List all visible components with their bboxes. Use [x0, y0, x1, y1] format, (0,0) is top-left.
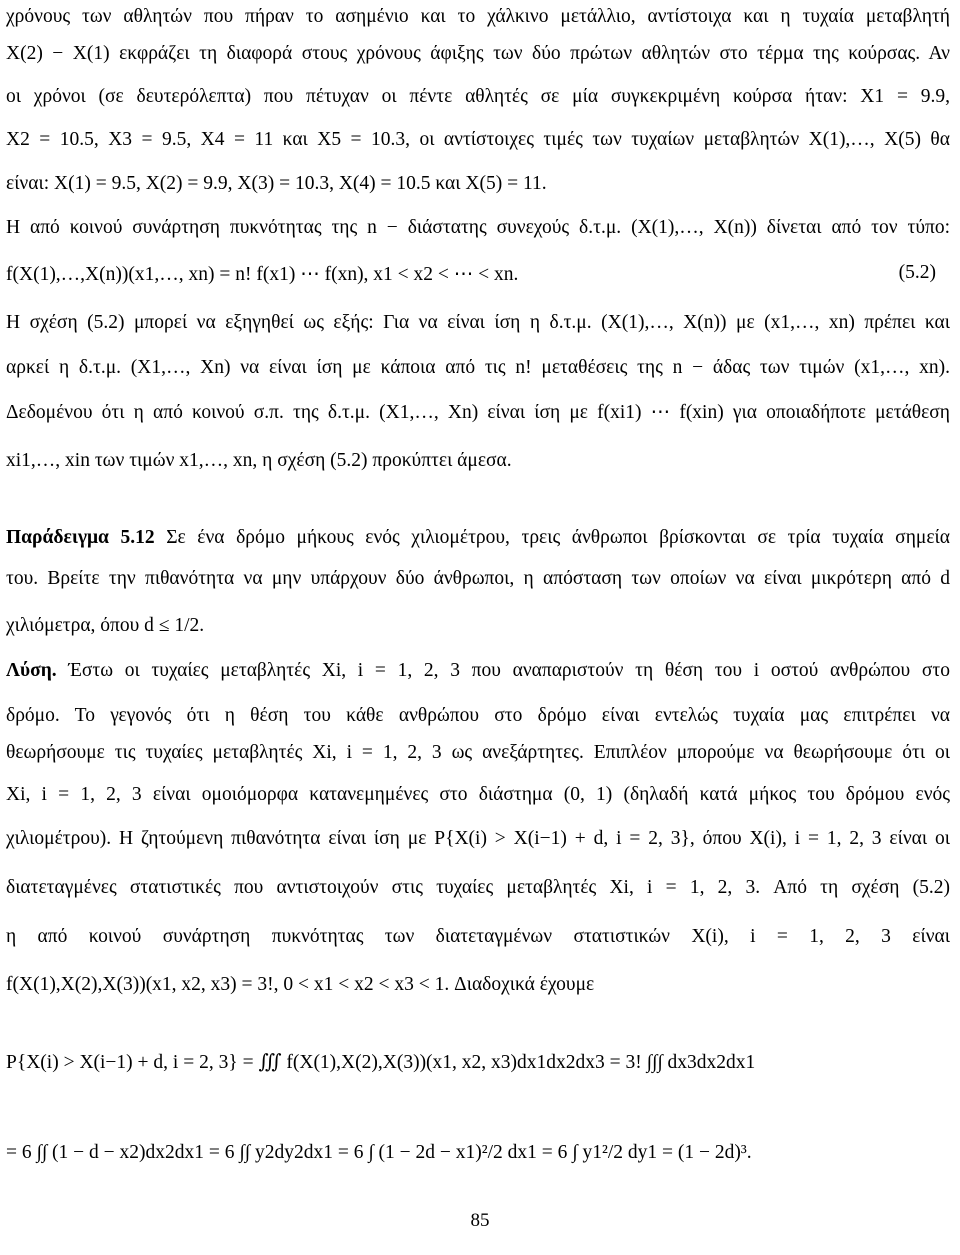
text-line-3: οι χρόνοι (σε δευτερόλεπτα) που πέτυχαν οι πέντε αθλητές σε μία συγκεκριμένη κούρσα ήταν: X1 = 9.9,: [6, 86, 950, 107]
solution-line: Λύση. Έστω οι τυχαίες μεταβλητές Xi, i = 1, 2, 3 που αναπαριστούν τη θέση του i οστού ανθρώπου στο: [6, 660, 950, 681]
equation-probability: P{X(i) > X(i−1) + d, i = 2, 3} = ∭ f(X(1),X(2),X(3))(x1, x2, x3)dx1dx2dx3 = 3! ∫∫∫ dx3dx2dx1: [6, 1052, 756, 1073]
text-line-4: X2 = 10.5, X3 = 9.5, X4 = 11 και X5 = 10.3, οι αντίστοιχες τιμές των τυχαίων μεταβλητών X(1),…, X(5) θα: [6, 129, 950, 150]
text-line-15: Xi, i = 1, 2, 3 είναι ομοιόμορφα κατανεμημένες στο διάστημα (0, 1) (δηλαδή κατά μήκος του δρόμου ενός: [6, 784, 950, 805]
text-line-14: θεωρήσουμε τις τυχαίες μεταβλητές Xi, i = 1, 2, 3 ως ανεξάρτητες. Επιπλέον μπορούμε να θεωρήσουμε ότι οι: [6, 742, 950, 763]
text-line-12: χιλιόμετρα, όπου d ≤ 1/2.: [6, 615, 205, 636]
text-line-17: διατεταγμένες στατιστικές που αντιστοιχούν στις τυχαίες μεταβλητές Xi, i = 1, 2, 3. Από τη σχέση (5.2): [6, 877, 950, 898]
text-line-6: Η από κοινού συνάρτηση πυκνότητας της n − διάστατης συνεχούς δ.τ.μ. (X(1),…, X(n)) δίνεται από τον τύπο:: [6, 217, 950, 238]
equation-result: = 6 ∫∫ (1 − d − x2)dx2dx1 = 6 ∫∫ y2dy2dx1 = 6 ∫ (1 − 2d − x1)²/2 dx1 = 6 ∫ y1²/2 dy1 = (1 − 2d)³.: [6, 1142, 752, 1163]
text-line-9: Δεδομένου ότι η από κοινού σ.π. της δ.τ.μ. (X1,…, Xn) είναι ίση με f(xi1) ⋯ f(xin) για οποιαδήποτε μετάθεση: [6, 402, 950, 423]
bold-lead: Λύση.: [6, 660, 57, 681]
text-line-7: Η σχέση (5.2) μπορεί να εξηγηθεί ως εξής: Για να είναι ίση η δ.τ.μ. (X(1),…, X(n)) με (x1,…, xn) πρέπει και: [6, 312, 950, 333]
text-line-5: είναι: X(1) = 9.5, X(2) = 9.9, X(3) = 10.3, X(4) = 10.5 και X(5) = 11.: [6, 173, 547, 194]
equation-5-2: f(X(1),…,X(n))(x1,…, xn) = n! f(x1) ⋯ f(xn), x1 < x2 < ⋯ < xn.: [6, 264, 519, 285]
example-heading: Παράδειγμα 5.12 Σε ένα δρόμο μήκους ενός χιλιομέτρου, τρεις άνθρωποι βρίσκονται σε τρία τυχαία σημεία: [6, 527, 950, 548]
text-line-18: η από κοινού συνάρτηση πυκνότητας των διατεταγμένων στατιστικών X(i), i = 1, 2, 3 είναι: [6, 926, 950, 947]
text-line-1: χρόνους των αθλητών που πήραν το ασημένιο και το χάλκινο μετάλλιο, αντίστοιχα και η τυχαία μεταβλητή: [6, 6, 950, 27]
bold-lead: Παράδειγμα 5.12: [6, 527, 155, 548]
equation-number: (5.2): [898, 262, 936, 283]
text-line-10: xi1,…, xin των τιμών x1,…, xn, η σχέση (5.2) προκύπτει άμεσα.: [6, 450, 512, 471]
page-number: 85: [470, 1210, 490, 1231]
text-line-8: αρκεί η δ.τ.μ. (X1,…, Xn) να είναι ίση με κάποια από τις n! μεταθέσεις της n − άδας των τιμών (x1,…, xn).: [6, 357, 950, 378]
text-line-19: f(X(1),X(2),X(3))(x1, x2, x3) = 3!, 0 < x1 < x2 < x3 < 1. Διαδοχικά έχουμε: [6, 974, 595, 995]
text-line-16: χιλιομέτρου). Η ζητούμενη πιθανότητα είναι ίση με P{X(i) > X(i−1) + d, i = 2, 3}, όπου X(i), i = 1, 2, 3 είναι οι: [6, 828, 950, 849]
text-line-2: X(2) − X(1) εκφράζει τη διαφορά στους χρόνους άφιξης των δύο πρώτων αθλητών στο τέρμα της κούρσας. Αν: [6, 43, 950, 64]
text-line-13: δρόμο. Το γεγονός ότι η θέση του κάθε ανθρώπου στο δρόμο είναι εντελώς τυχαία μας επιτρέπει να: [6, 705, 950, 726]
text-line-11: του. Βρείτε την πιθανότητα να μην υπάρχουν δύο άνθρωποι, η απόσταση των οποίων να είναι μικρότερη από d: [6, 568, 950, 589]
